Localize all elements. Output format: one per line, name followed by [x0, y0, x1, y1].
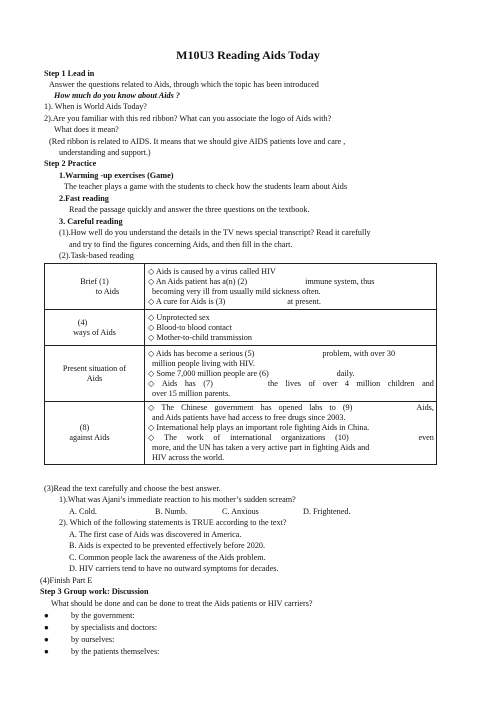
step3-heading: Step 3 Group work: Discussion — [40, 587, 149, 596]
step1-q2: 2).Are you familiar with this red ribbon? What can you associate the logo of Aids with? — [44, 114, 332, 123]
table-word: million — [356, 378, 381, 388]
table-word: Chinese — [181, 403, 208, 412]
bullet-dot-icon: ● — [44, 623, 49, 632]
part3-q1: 1).What was Ajani’s immediate reaction to his mother’s sudden scream? — [59, 495, 296, 504]
step1-intro: Answer the questions related to Aids, through which the topic has been introduced — [49, 80, 319, 89]
fast-reading-text: Read the passage quickly and answer the three questions on the textbook. — [69, 205, 310, 214]
diamond-bullet-icon: ◇ — [148, 378, 155, 388]
q1-option-d: D. Frightened. — [303, 507, 351, 516]
answer-blank[interactable] — [220, 379, 260, 389]
table-word: (7) — [203, 378, 213, 388]
page-title: M10U3 Reading Aids Today — [176, 48, 320, 62]
step1-question: How much do you know about Aids ? — [54, 91, 180, 100]
answer-blank[interactable] — [359, 433, 409, 443]
row-content — [145, 310, 437, 346]
warmup-title: 1.Warming -up exercises (Game) — [59, 171, 174, 180]
table-text: more, and the UN has taken a very active part in fighting Aids and — [152, 443, 370, 452]
table-word: The — [161, 403, 175, 412]
table-word: The — [164, 433, 177, 442]
step1-heading: Step 1 Lead in — [44, 69, 95, 78]
table-row — [45, 310, 437, 346]
table-word: opened — [278, 403, 303, 412]
row-content — [145, 402, 437, 465]
table-text: problem, with over 30 — [322, 348, 396, 358]
table-word: (9) — [342, 403, 353, 412]
table-text: Mother-to-child transmission — [156, 332, 252, 342]
row-content — [145, 264, 437, 310]
table-text: Aids has become a serious (5) — [155, 348, 255, 358]
list-item — [44, 647, 159, 657]
list-item-label: by the patients themselves: — [70, 647, 160, 656]
part3-q2: 2). Which of the following statements is TRUE according to the text? — [59, 518, 287, 527]
table-word: even — [418, 433, 434, 442]
list-item-label: by specialists and doctors: — [70, 623, 158, 632]
table-text: HIV across the world. — [152, 453, 225, 462]
table-word: of — [213, 433, 221, 442]
q2-option-d: D. HIV carriers tend to have no outward symptoms for decades. — [69, 564, 279, 573]
diamond-bullet-icon: ◇ — [148, 276, 155, 286]
answer-blank[interactable] — [359, 403, 409, 413]
table-word: has — [260, 403, 272, 412]
diamond-bullet-icon: ◇ — [148, 423, 155, 432]
diamond-bullet-icon: ◇ — [148, 312, 155, 322]
list-item-label: by ourselves: — [70, 635, 115, 644]
bullet-dot-icon: ● — [44, 647, 49, 656]
diamond-bullet-icon: ◇ — [148, 403, 155, 412]
table-word: work — [186, 433, 204, 442]
table-word: organizations — [281, 433, 326, 442]
table-row — [45, 264, 437, 310]
table-word: over — [322, 378, 338, 388]
q1-option-a: A. Cold. — [69, 507, 97, 516]
table-text: An Aids patient has a(n) (2) — [155, 276, 248, 286]
careful-reading-text2: and try to find the figures concerning Aids, and then fill in the chart. — [69, 240, 293, 249]
table-text: million people living with HIV. — [152, 358, 255, 368]
warmup-text: The teacher plays a game with the students to check how the students learn about Aids — [64, 182, 348, 191]
bullet-dot-icon: ● — [44, 635, 49, 644]
table-text: A cure for Aids is (3) — [155, 296, 226, 306]
table-text: at present. — [287, 296, 321, 306]
careful-reading-title: 3. Careful reading — [59, 217, 123, 226]
row-label-line: (8) — [79, 423, 90, 432]
row-label-line: Present situation of — [62, 363, 127, 373]
table-word: to — [329, 403, 336, 412]
row-label — [45, 402, 145, 465]
table-word: international — [230, 433, 272, 442]
list-item — [44, 635, 114, 645]
table-text: International help plays an important role fighting Aids in China. — [156, 423, 370, 432]
step3-question: What should be done and can be done to treat the Aids patients or HIV carriers? — [51, 599, 313, 608]
list-item — [44, 611, 135, 621]
row-label — [45, 264, 145, 310]
table-word: labs — [309, 403, 323, 412]
row-label-line: (4) — [77, 317, 88, 327]
table-text: and Aids patients have had access to free drugs since 2003. — [152, 413, 346, 422]
row-label-line: ways of Aids — [73, 327, 116, 337]
task-based-reading-table — [44, 263, 437, 465]
q2-option-a: A. The first case of Aids was discovered in America. — [69, 530, 242, 539]
row-label — [45, 310, 145, 346]
table-text: over 15 million parents. — [152, 388, 231, 398]
q1-option-b: B. Numb. — [155, 507, 188, 516]
careful-reading-text1: (1).How well do you understand the details in the TV news special transcript? Read it carefully — [59, 228, 371, 237]
table-word: has — [184, 378, 196, 388]
table-word: (10) — [335, 433, 349, 442]
row-label-line: Brief (1) — [80, 276, 109, 286]
table-word: 4 — [344, 378, 349, 388]
table-text: Blood-to blood contact — [156, 322, 232, 332]
step1-note-line1: (Red ribbon is related to AIDS. It means that we should give AIDS patients love and care , — [49, 137, 346, 146]
table-word: Aids, — [416, 403, 434, 412]
diamond-bullet-icon: ◇ — [148, 332, 155, 342]
diamond-bullet-icon: ◇ — [148, 322, 155, 332]
table-text: daily. — [336, 368, 355, 378]
table-word: of — [308, 378, 316, 388]
table-word: the — [267, 378, 278, 388]
task-reading-subtitle: (2).Task-based reading — [59, 251, 134, 260]
table-text: Some 7,000 million people are (6) — [156, 368, 269, 378]
list-item — [44, 623, 157, 633]
fast-reading-title: 2.Fast reading — [59, 194, 109, 203]
table-text: becoming very ill from usually mild sickness often. — [152, 286, 321, 296]
table-word: and — [422, 378, 434, 388]
q2-option-b: B. Aids is expected to be prevented effectively before 2020. — [69, 541, 266, 550]
diamond-bullet-icon: ◇ — [148, 296, 155, 306]
diamond-bullet-icon: ◇ — [148, 368, 155, 378]
table-text: Unprotected sex — [156, 312, 210, 322]
table-word: lives — [285, 378, 301, 388]
diamond-bullet-icon: ◇ — [148, 348, 155, 358]
list-item-label: by the government: — [70, 611, 135, 620]
row-label — [45, 346, 145, 402]
table-row — [45, 402, 437, 465]
q2-option-c: C. Common people lack the awareness of the Aids problem. — [69, 553, 266, 562]
row-content — [145, 346, 437, 402]
table-text: Aids is caused by a virus called HIV — [155, 266, 276, 276]
bullet-dot-icon: ● — [44, 611, 49, 620]
part3-heading: (3)Read the text carefully and choose the best answer. — [44, 484, 221, 493]
table-word: Aids — [161, 378, 178, 388]
table-word: children — [387, 378, 415, 388]
row-label-line: Aids — [86, 373, 103, 383]
step1-note-line2: understanding and support.) — [59, 148, 151, 157]
part4-text: (4)Finish Part E — [40, 576, 93, 585]
table-word: government — [214, 403, 254, 412]
table-row — [45, 346, 437, 402]
step1-q1: 1). When is World Aids Today? — [44, 102, 147, 111]
table-text: immune system, thus — [305, 276, 375, 286]
row-label-line: to Aids — [95, 286, 120, 296]
q1-option-c: C. Anxious — [222, 507, 259, 516]
row-label-line: against Aids — [69, 433, 110, 442]
step1-q2b: What does it mean? — [54, 125, 119, 134]
diamond-bullet-icon: ◇ — [148, 266, 155, 276]
step2-heading: Step 2 Practice — [44, 159, 97, 168]
diamond-bullet-icon: ◇ — [148, 433, 155, 442]
